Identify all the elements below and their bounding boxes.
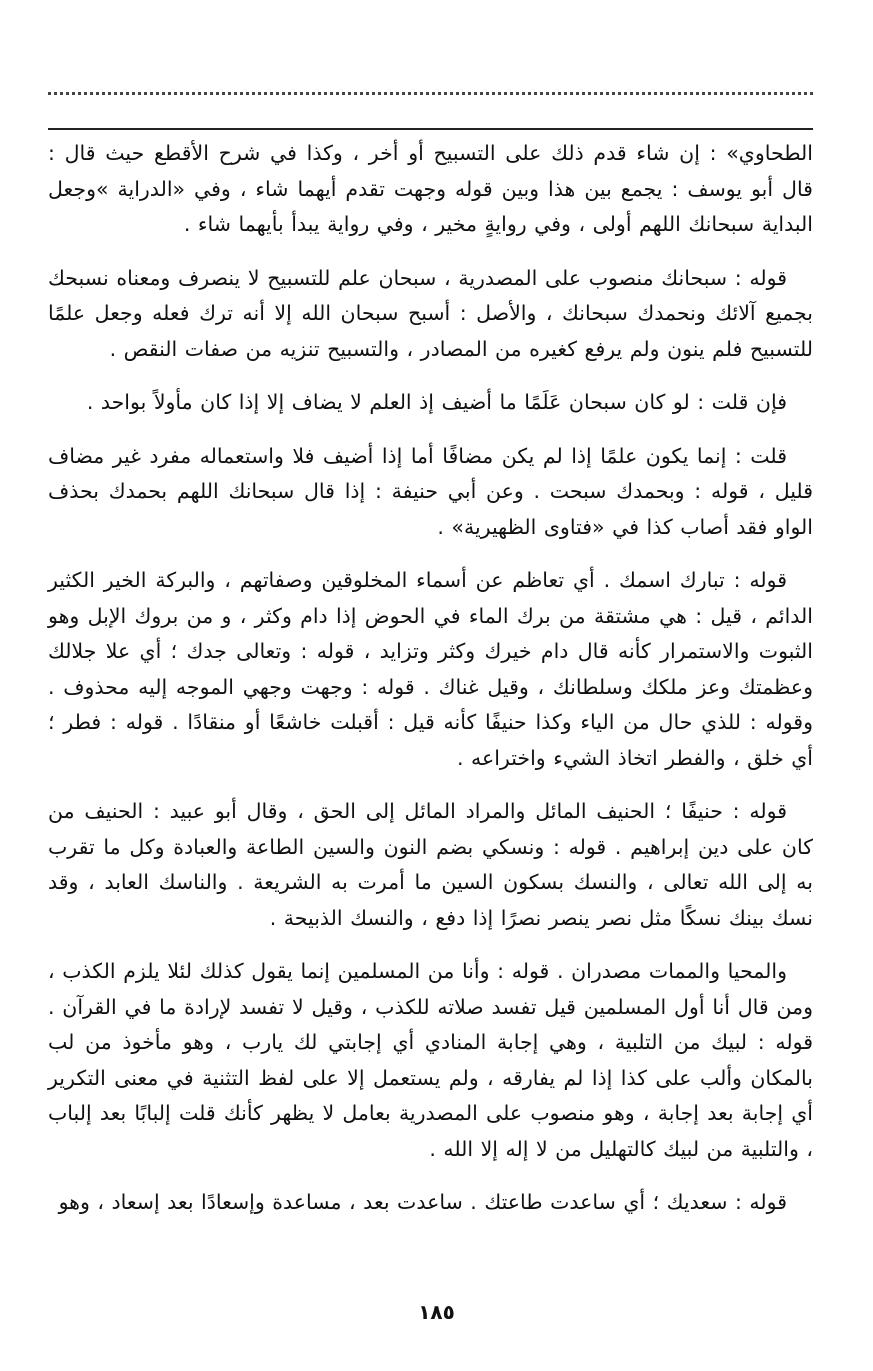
paragraph-7: والمحيا والممات مصدران . قوله : وأنا من المسلمين إنما يقول كذلك لئلا يلزم الكذب ، ومن قال أنا أول المسلمين قيل تفسد صلاته للكذب ، وقيل لا تفسد لإرادة ما في القرآن . قوله : لبيك من التلبية ، وهي إجابة المنادي أي إجابتي لك يارب ، وهو مأخوذ من لب بالمكان وألب على كذا إذا لم يفارقه ، ولم يستعمل إلا على لفظ التثنية في معنى التكرير أي إجابة بعد إجابة ، وهو منصوب على المصدرية بعامل لا يظهر كأنك قلت إلبابًا بعد إلباب ، والتلبية من لبيك كالتهليل من لا إله إلا الله . xyxy=(48,959,813,1161)
header-rule xyxy=(48,128,813,130)
paragraph-2: قوله : سبحانك منصوب على المصدرية ، سبحان علم للتسبيح لا ينصرف ومعناه نسبحك بجميع آلائك ونحمدك سبحانك ، والأصل : أسبح سبحان الله إلا أنه ترك فعله وجعل علمًا للتسبيح فلم ينون ولم يرفع كغيره من المصادر ، والتسبيح تنزيه من صفات النقص . xyxy=(48,265,813,361)
paragraph-6: قوله : حنيفًا ؛ الحنيف المائل والمراد المائل إلى الحق ، وقال أبو عبيد : الحنيف من كان على دين إبراهيم . قوله : ونسكي بضم النون والسين الطاعة والعبادة وكل ما تقرب به إلى الله تعالى ، والنسك بسكون السين ما أمرت به الشريعة . والناسك العابد ، وقد نسك بينك نسكًا مثل نصر ينصر نصرًا إذا دفع ، والنسك الذبيحة . xyxy=(48,799,813,930)
page-number: ١٨٥ xyxy=(418,1300,455,1324)
page-body xyxy=(48,136,813,1239)
dotted-header-line xyxy=(48,92,813,95)
paragraph-8: قوله : سعديك ؛ أي ساعدت طاعتك . ساعدت بعد ، مساعدة وإسعادًا بعد إسعاد ، وهو xyxy=(58,1190,787,1214)
paragraph-4: قلت : إنما يكون علمًا إذا لم يكن مضافًا أما إذا أضيف فلا واستعماله مفرد غير مضاف قليل ، قوله : وبحمدك سبحت . وعن أبي حنيفة : إذا قال سبحانك اللهم بحمدك بحذف الواو فقد أصاب كذا في «فتاوى الظهيرية» . xyxy=(48,443,813,539)
paragraph-1: الطحاوي» : إن شاء قدم ذلك على التسبيح أو أخر ، وكذا في شرح الأقطع حيث قال : قال أبو يوسف : يجمع بين هذا وبين قوله وجهت تقدم أيهما شاء ، وفي «الدراية »وجعل البداية سبحانك اللهم أولى ، وفي روايةٍ مخير ، وفي رواية يبدأ بأيهما شاء . xyxy=(48,141,813,236)
paragraph-5: قوله : تبارك اسمك . أي تعاظم عن أسماء المخلوقين وصفاتهم ، والبركة الخير الكثير الدائم ، قيل : هي مشتقة من برك الماء في الحوض إذا دام وكثر ، و من بروك الإبل وهو الثبوت والاستمرار كأنه قال دام خيرك وكثر وتزايد ، قوله : وتعالى جدك ؛ أي علا جلالك وعظمتك وعز ملكك وسلطانك ، وقيل غناك . قوله : وجهت وجهي الموجه إليه محذوف . وقوله : للذي حال من الياء وكذا حنيفًا كأنه قيل : أقبلت خاشعًا أو منقادًا . قوله : فطر ؛ أي خلق ، والفطر اتخاذ الشيء واختراعه . xyxy=(48,568,813,770)
paragraph-3: فإن قلت : لو كان سبحان عَلَمًا ما أضيف إذ العلم لا يضاف إلا إذا كان مأولاً بواحد . xyxy=(86,390,787,414)
